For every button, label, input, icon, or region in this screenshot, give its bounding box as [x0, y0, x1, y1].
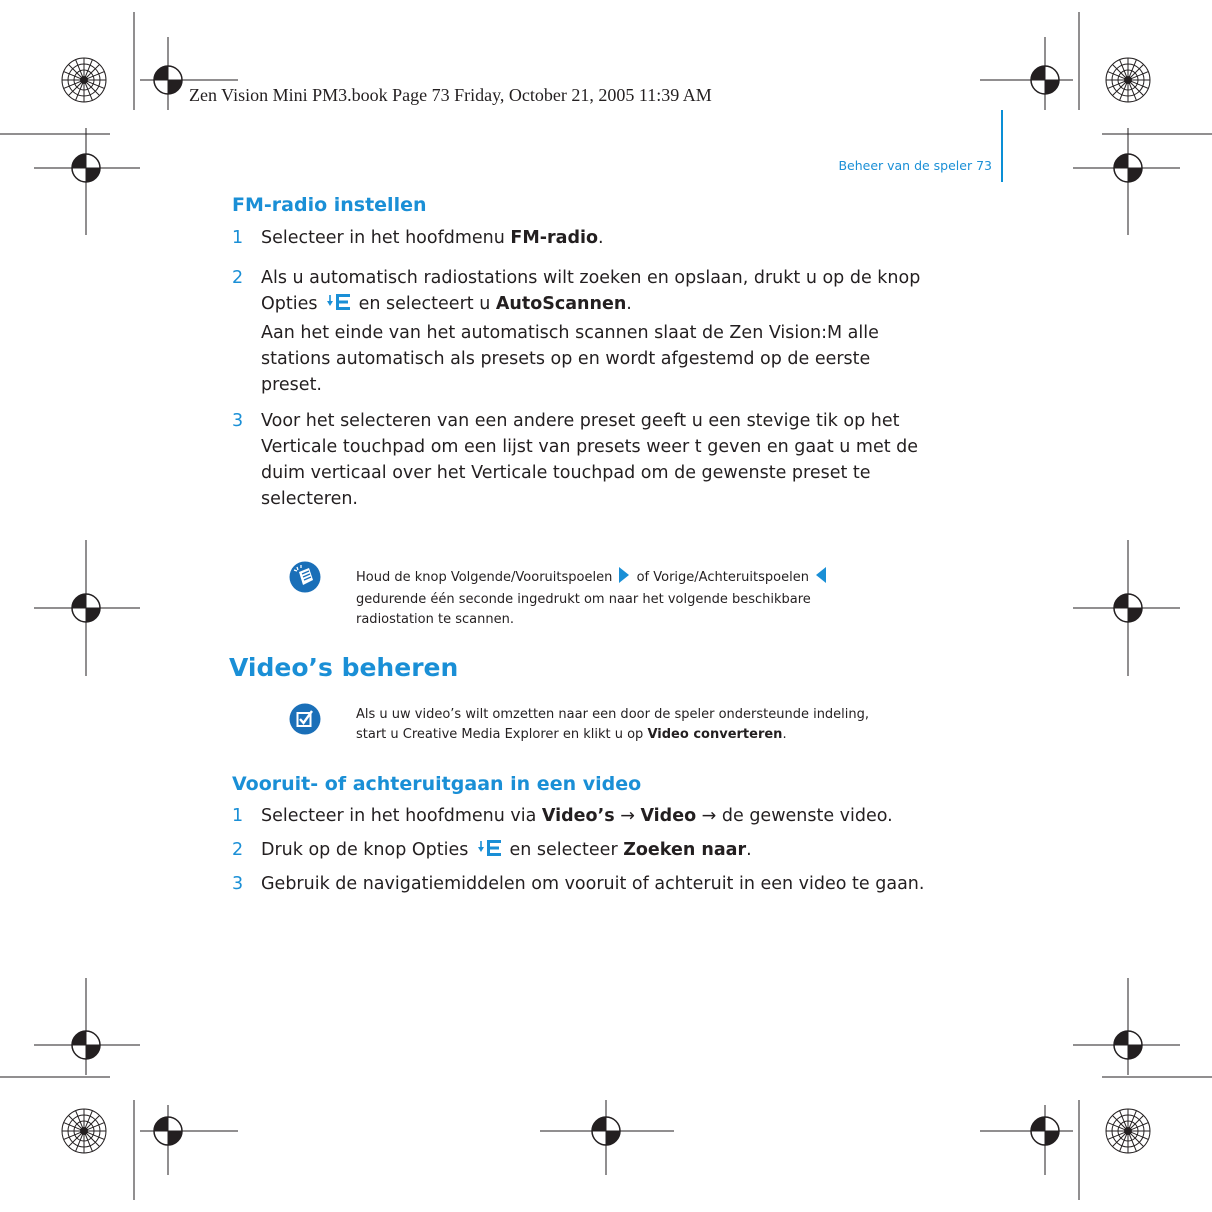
step-text: Gebruik de navigatiemiddelen om vooruit of achteruit in een video te gaan. — [261, 874, 925, 894]
note-text: start u Creative Media Explorer en klikt u op — [356, 727, 648, 742]
step-text: → — [614, 806, 641, 826]
note-text: radiostation te scannen. — [356, 612, 514, 627]
next-triangle-icon — [619, 567, 629, 590]
step-text: Verticale touchpad om een lijst van presets weer t geven en gaat u met de — [261, 437, 919, 457]
menu-item-videos: Video’s — [541, 806, 615, 826]
step-number: 2 — [232, 840, 244, 860]
step-text: Opties — [261, 294, 324, 314]
step-number: 1 — [232, 228, 244, 248]
options-icon — [476, 838, 502, 866]
step-number: 2 — [232, 268, 244, 288]
menu-item-video: Video — [640, 806, 697, 826]
tip-note — [356, 567, 986, 630]
step-text: en selecteert u — [353, 294, 496, 314]
print-slug: Zen Vision Mini PM3.book Page 73 Friday, October 21, 2005 11:39 AM — [189, 85, 712, 105]
step-text: en selecteer — [503, 840, 624, 860]
step-text: stations automatisch als presets op en wordt afgestemd op de eerste — [261, 349, 871, 369]
step-text: Selecteer in het hoofdmenu — [261, 228, 511, 248]
heading-video-beheren: Video’s beheren — [229, 653, 459, 682]
note-text: gedurende één seconde ingedrukt om naar het volgende beschikbare — [356, 592, 811, 607]
step-text: . — [746, 840, 752, 860]
tip-note-icon — [289, 561, 321, 593]
header-rule — [1001, 110, 1003, 182]
step-text: Als u automatisch radiostations wilt zoeken en opslaan, drukt u op de knop — [261, 268, 921, 288]
options-icon — [325, 292, 351, 320]
step-text: Voor het selecteren van een andere preset geeft u een stevige tik op het — [261, 411, 900, 431]
previous-triangle-icon — [816, 567, 826, 590]
heading-fm-radio: FM-radio instellen — [232, 194, 427, 216]
subheading-vooruit: Vooruit- of achteruitgaan in een video — [232, 773, 642, 795]
step-number: 1 — [232, 806, 244, 826]
note-text: . — [782, 727, 787, 742]
note-text: Houd de knop Volgende/Vooruitspoelen — [356, 570, 617, 585]
step-number: 3 — [232, 874, 244, 894]
step-text: . — [598, 228, 604, 248]
menu-item-autoscannen: AutoScannen — [495, 294, 627, 314]
step-text: Aan het einde van het automatisch scannen slaat de Zen Vision:M alle — [261, 323, 879, 343]
video-note — [356, 705, 986, 745]
step-text: . — [626, 294, 632, 314]
step-number: 3 — [232, 411, 244, 431]
step-text: → de gewenste video. — [696, 806, 893, 826]
menu-item-zoeken-naar: Zoeken naar — [623, 840, 747, 860]
step-text: Selecteer in het hoofdmenu via — [261, 806, 542, 826]
running-head: Beheer van de speler 73 — [838, 158, 992, 173]
step-text: duim verticaal over het Verticale touchpad om de gewenste preset te — [261, 463, 871, 483]
note-text: Als u uw video’s wilt omzetten naar een door de speler ondersteunde indeling, — [356, 707, 870, 722]
menu-item-video-converteren: Video converteren — [647, 727, 783, 742]
step-text: selecteren. — [261, 489, 358, 509]
note-text: of Vorige/Achteruitspoelen — [632, 570, 814, 585]
menu-item-fm-radio: FM-radio — [510, 228, 599, 248]
step-text: Druk op de knop Opties — [261, 840, 474, 860]
step-text: preset. — [261, 375, 322, 395]
checkmark-note-icon — [289, 703, 321, 735]
